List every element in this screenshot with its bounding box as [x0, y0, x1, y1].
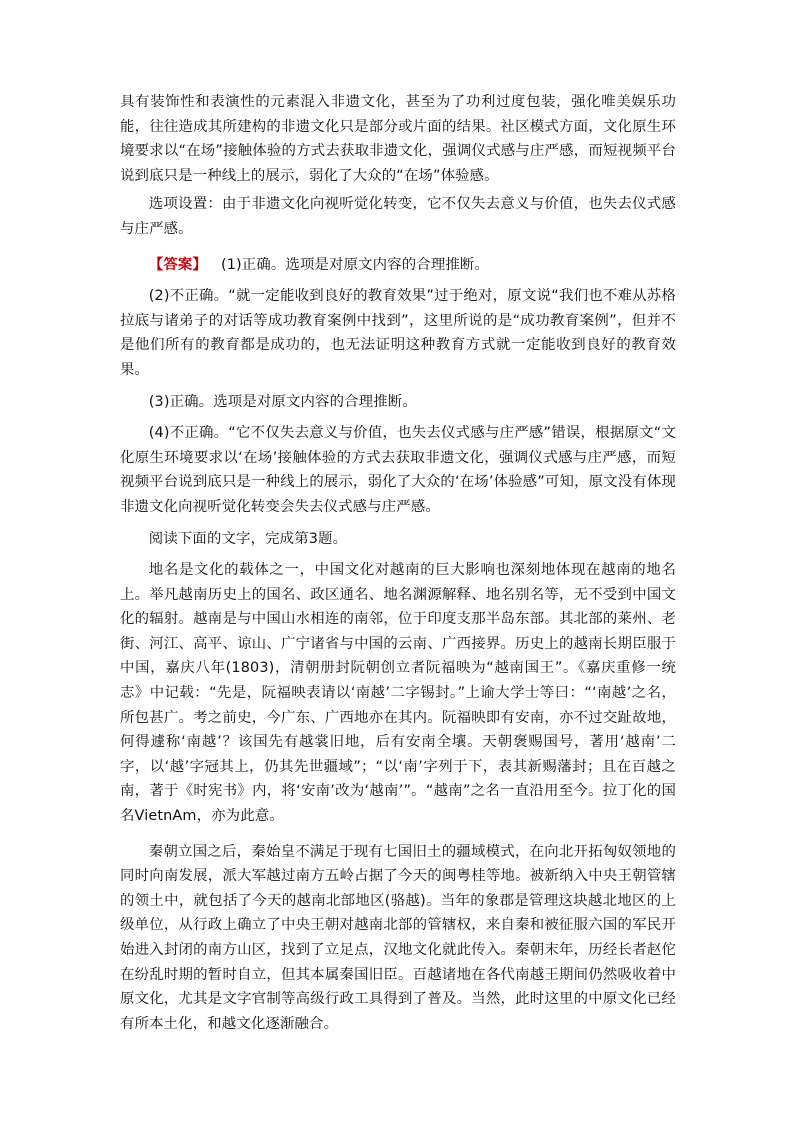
answer-tag: 【答案】	[148, 256, 207, 273]
reading-instruction: 阅读下面的文字，完成第3题。	[148, 530, 348, 547]
answer-item-4: (4)不正确。“它不仅失去意义与价值，也失去仪式感与庄严感”错误，根据原文“文化原生环境要求以‘在场’接触体验的方式去获取非遗文化，强调仪式感与庄严感，而短视频平台说到底只是一种线上的展示，弱化了大众的‘在场’体验感”可知，原文没有体现非遗文化向视听觉化转变会失去仪式感与庄严感。	[120, 425, 676, 515]
passage-paragraph-1: 地名是文化的载体之一，中国文化对越南的巨大影响也深刻地体现在越南的地名上。举凡越南历史上的国名、政区通名、地名渊源解释、地名别名等，无不受到中国文化的辐射。越南是与中国山水相连的南邻，位于印度支那半岛东部。其北部的莱州、老街、河江、高平、谅山、广宁诸省与中国的云南、广西接界。历史上的越南长期臣服于中国，嘉庆八年(1803)，清朝册封阮朝创立者阮福映为“越南国王”。《嘉庆重修一统志》中记载：“先是，阮福映表请以‘南越’二字锡封。”上谕大学士等曰：“‘南越’之名，所包甚广。考之前史，今广东、广西地亦在其内。阮福映即有安南，亦不过交趾故地，何得遽称‘南越’？该国先有越裳旧地，后有安南全壤。天朝褒赐国号，著用‘越南’二字，以‘越’字冠其上，仍其先世疆域”；“以‘南’字列于下，表其新赐藩封；且在百越之南，著于《时宪书》内，将‘安南’改为‘越南’”。“越南”之名一直沿用至今。拉丁化的国名VietnAm，亦为此意。	[120, 562, 676, 825]
paragraph-analysis-continued: 具有装饰性和表演性的元素混入非遗文化，甚至为了功利过度包装，强化唯美娱乐功能，往往造成其所建构的非遗文化只是部分或片面的结果。社区模式方面，文化原生环境要求以“在场”接触体验的方式去获取非遗文化，强调仪式感与庄严感，而短视频平台说到底只是一种线上的展示，弱化了大众的“在场”体验感。	[120, 94, 676, 184]
document-body	[120, 90, 676, 1036]
answer-item-3: (3)正确。选项是对原文内容的合理推断。	[148, 393, 417, 410]
passage-paragraph-2: 秦朝立国之后，秦始皇不满足于现有七国旧土的疆域模式，在向北开拓匈奴领地的同时向南发展，派大军越过南方五岭占据了今天的闽粤桂等地。被新纳入中央王朝管辖的领土中，就包括了今天的越南北部地区(骆越)。当年的象郡是管理这块越北地区的上级单位，从行政上确立了中央王朝对越南北部的管辖权，来自秦和被征服六国的军民开始进入封闭的南方山区，找到了立足点，汉地文化就此传入。秦朝末年，历经长者赵佗在纷乱时期的暂时自立，但其本属秦国旧臣。百越诸地在各代南越王期间仍然吸收着中原文化，尤其是文字官制等高级行政工具得到了普及。当然，此时这里的中原文化已经有所本土化，和越文化逐渐融合。	[120, 843, 676, 1032]
answer-item-1: (1)正确。选项是对原文内容的合理推断。	[220, 256, 489, 273]
answer-item-2: (2)不正确。“就一定能收到良好的教育效果”过于绝对，原文说“我们也不难从苏格拉底与诸弟子的对话等成功教育案例中找到”，这里所说的是“成功教育案例”，但并不是他们所有的教育都是成功的，也无法证明这种教育方式就一定能收到良好的教育效果。	[120, 288, 676, 378]
answer-first-line	[120, 253, 676, 278]
paragraph-option-setting: 选项设置：由于非遗文化向视听觉化转变，它不仅失去意义与价值，也失去仪式感与庄严感。	[120, 196, 676, 237]
